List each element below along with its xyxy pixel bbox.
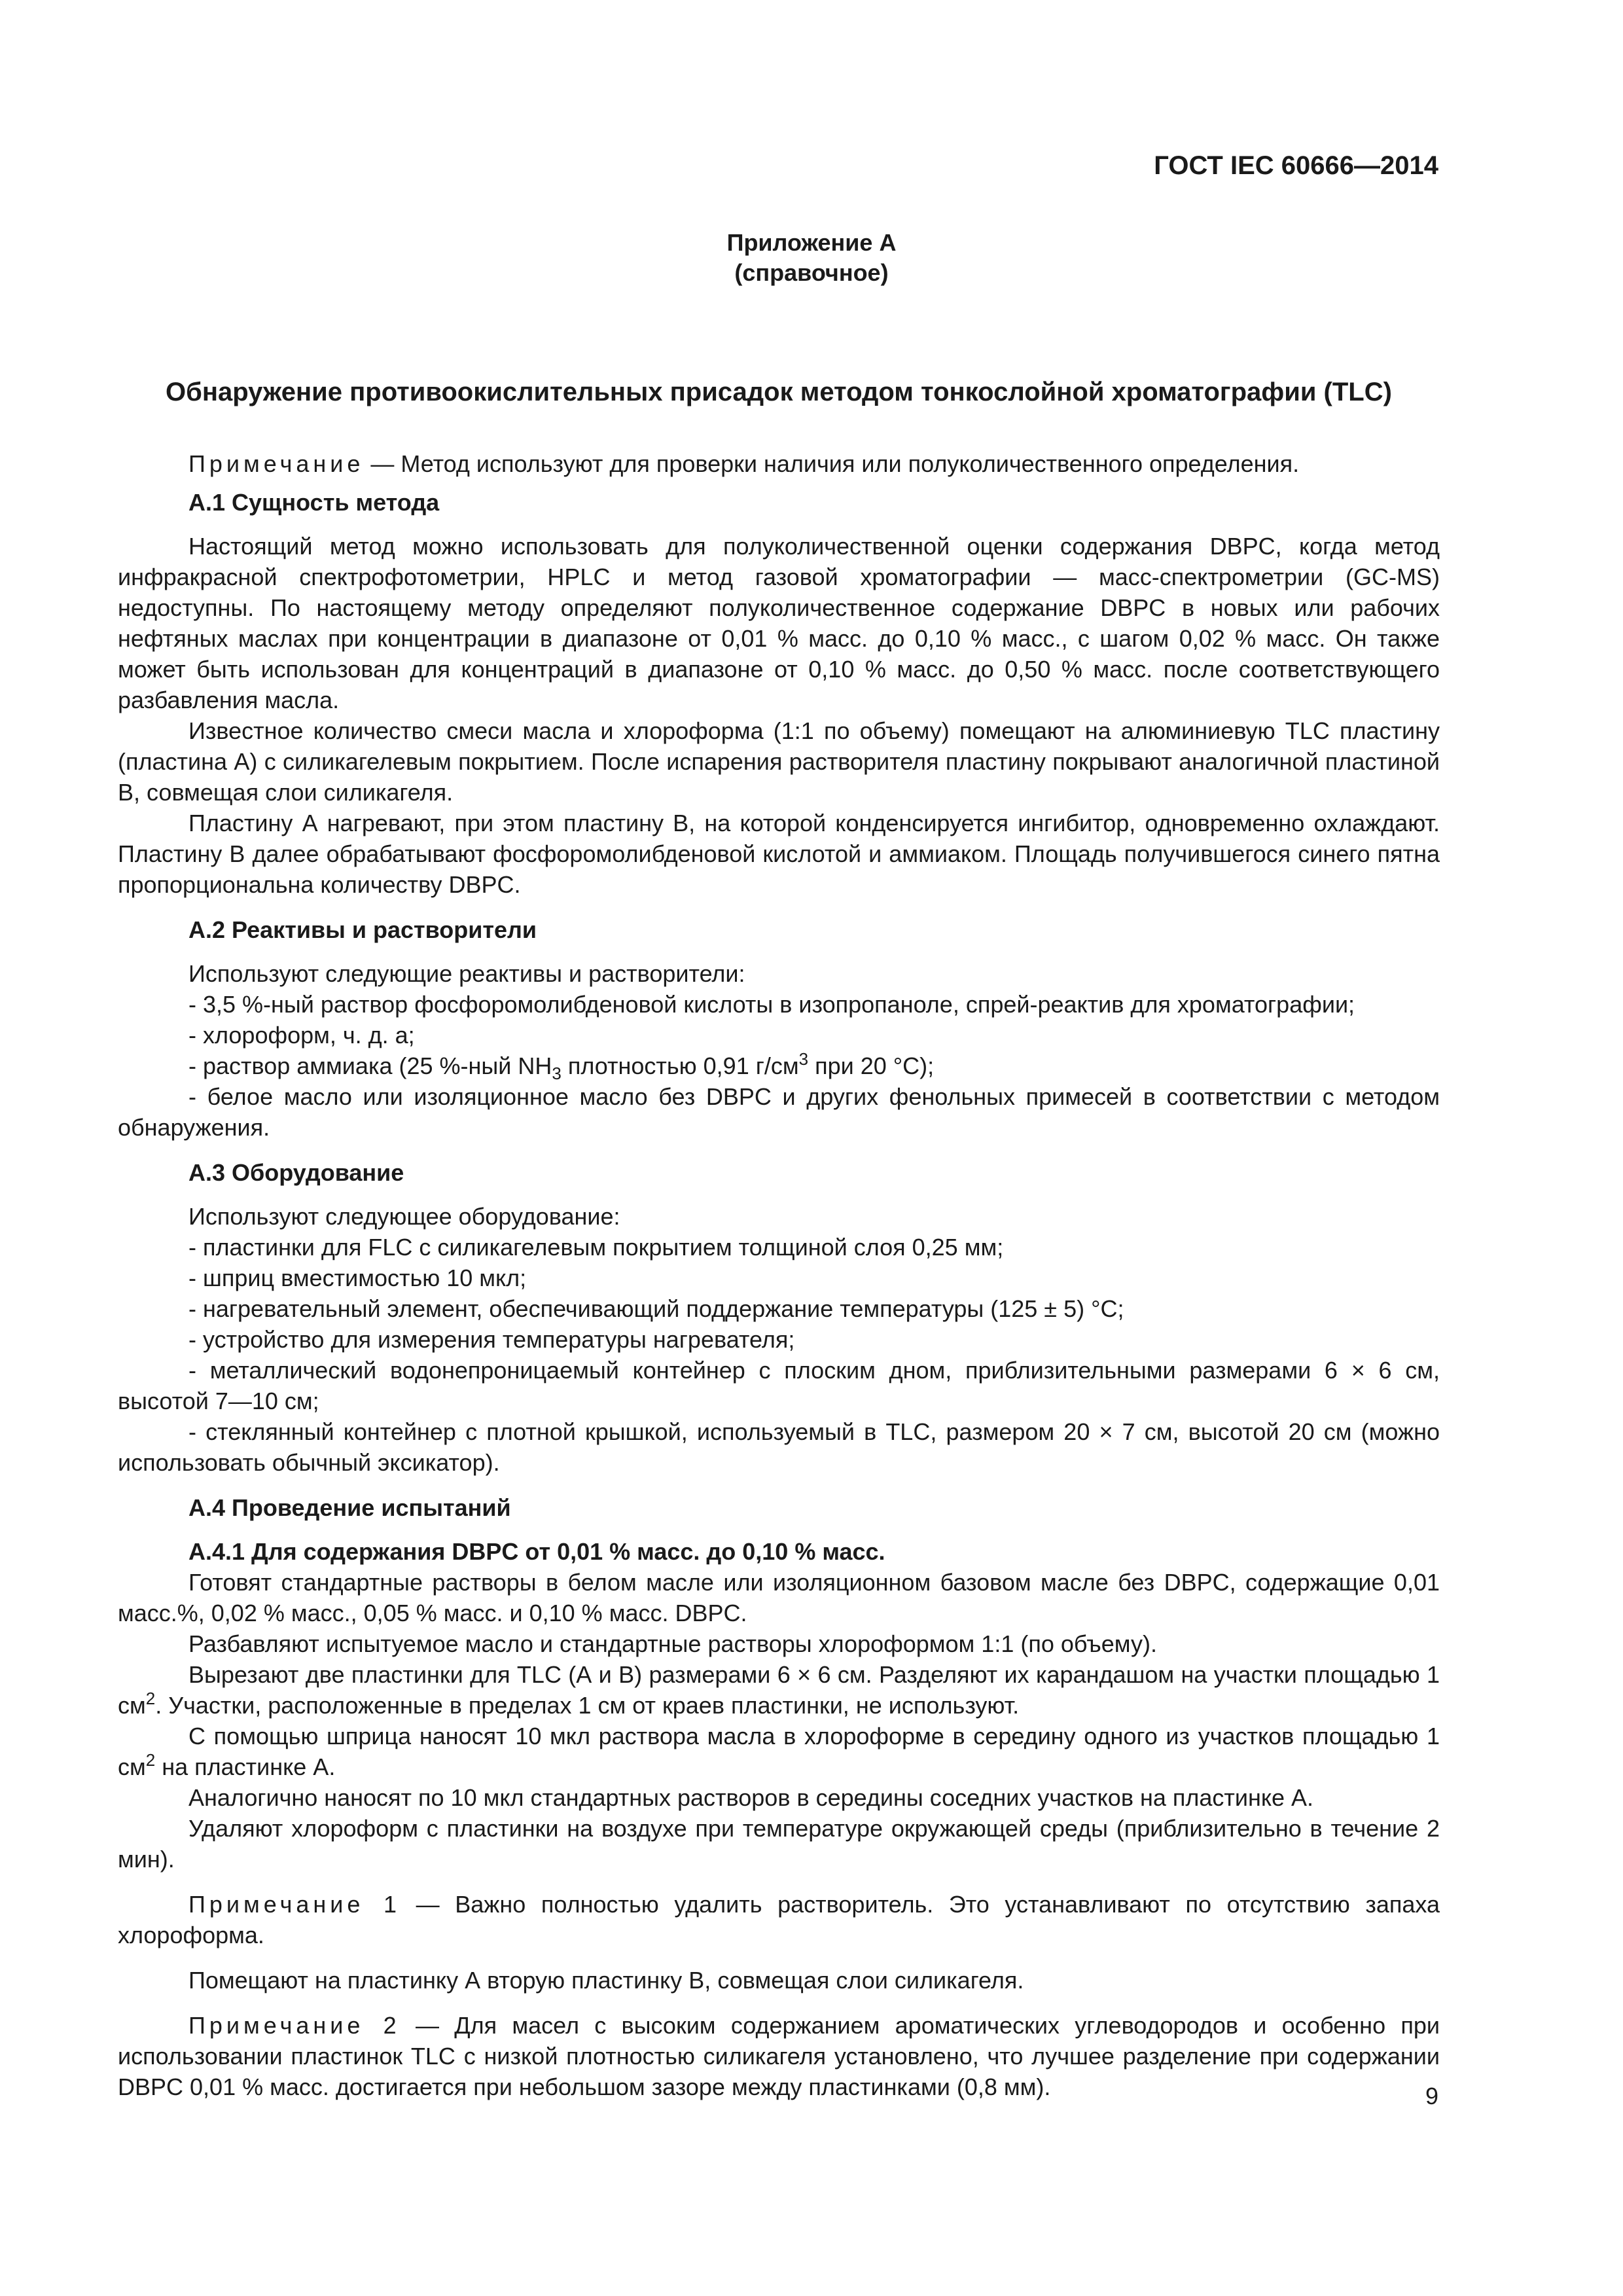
list-item: - шприц вместимостью 10 мкл; <box>188 1265 527 1291</box>
subscript: 3 <box>552 1064 562 1083</box>
appendix-heading <box>0 228 1623 288</box>
paragraph: Удаляют хлороформ с пластинки на воздухе при температуре окружающей среды (приблизительно в течение 2 мин). <box>118 1815 1440 1873</box>
page-number: 9 <box>1425 2083 1438 2109</box>
note-method-purpose <box>118 448 1440 479</box>
note-2 <box>118 2010 1440 2102</box>
list-item-text: - раствор аммиака (25 %-ный NH <box>188 1052 552 1079</box>
paragraph: Помещают на пластинку А вторую пластинку В, совмещая слои силикагеля. <box>188 1967 1024 1994</box>
section-heading-a4: А.4 Проведение испытаний <box>188 1494 511 1521</box>
note-label: Примечание 1 <box>188 1891 401 1918</box>
list-item <box>118 1050 1440 1081</box>
list-item: - белое масло или изоляционное масло без DBPC и других фенольных примесей в соответствии с методом обнаружения. <box>118 1083 1440 1141</box>
paragraph <box>118 1721 1440 1782</box>
section-heading-a1: А.1 Сущность метода <box>188 489 440 516</box>
paragraph-text: Вырезают две пластинки для TLC (А и В) размерами 6 × 6 см. Разделяют их карандашом на участки площадью 1 см <box>118 1661 1440 1719</box>
note-text: — Метод используют для проверки наличия или полуколичественного определения. <box>364 450 1300 477</box>
appendix-type: (справочное) <box>734 259 889 286</box>
paragraph: Используют следующее оборудование: <box>188 1203 620 1230</box>
paragraph: Разбавляют испытуемое масло и стандартные растворы хлороформом 1:1 (по объему). <box>188 1630 1157 1657</box>
list-item-text: при 20 °С); <box>808 1052 935 1079</box>
paragraph: Используют следующие реактивы и растворители: <box>188 960 745 987</box>
paragraph: Аналогично наносят по 10 мкл стандартных растворов в середины соседних участков на пластинке А. <box>188 1784 1314 1811</box>
document-code: ГОСТ IEC 60666—2014 <box>1154 151 1438 180</box>
superscript: 3 <box>798 1049 809 1069</box>
list-item: - устройство для измерения температуры нагревателя; <box>188 1326 795 1353</box>
section-heading-a3: А.3 Оборудование <box>188 1159 404 1186</box>
note-text: — Важно полностью удалить растворитель. Это устанавливают по отсутствию запаха хлороформа. <box>118 1891 1440 1948</box>
appendix-label: Приложение А <box>726 229 897 256</box>
list-item: - 3,5 %-ный раствор фосфоромолибденовой кислоты в изопропаноле, спрей-реактив для хроматографии; <box>188 991 1355 1018</box>
paragraph: Известное количество смеси масла и хлороформа (1:1 по объему) помещают на алюминиевую TLC пластину (пластина А) с силикагелевым покрытием. После испарения растворителя пластину покрывают аналогичной пластиной В, совмещая слои силикагеля. <box>118 717 1440 806</box>
list-item: - металлический водонепроницаемый контейнер с плоским дном, приблизительными размерами 6 × 6 см, высотой 7—10 см; <box>118 1357 1440 1414</box>
document-body <box>118 448 1440 2102</box>
subsection-heading-text: А.4.1 Для содержания DBPC от 0,01 % масс. до 0,10 % масс. <box>188 1538 885 1565</box>
page-title: Обнаружение противоокислительных присадок методом тонкослойной хроматографии (TLC) <box>166 378 1392 406</box>
superscript: 2 <box>145 1689 156 1708</box>
list-item: - нагревательный элемент, обеспечивающий поддержание температуры (125 ± 5) °С; <box>188 1295 1124 1322</box>
paragraph-text: С помощью шприца наносят 10 мкл раствора масла в хлороформе в середину одного из участков площадью 1 см <box>118 1723 1440 1780</box>
note-label: Примечание <box>188 450 365 477</box>
paragraph-text: на пластинке А. <box>155 1753 336 1780</box>
paragraph: Готовят стандартные растворы в белом масле или изоляционном базовом масле без DBPC, содержащие 0,01 масс.%, 0,02 % масс., 0,05 % масс. и 0,10 % масс. DBPC. <box>118 1569 1440 1626</box>
paragraph <box>118 1659 1440 1721</box>
superscript: 2 <box>145 1750 156 1770</box>
paragraph: Настоящий метод можно использовать для полуколичественной оценки содержания DBPC, когда метод инфракрасной спектрофотометрии, HPLC и метод газовой хроматографии — масс-спектрометрии (GC-MS) недоступны. По настоящему методу определяют полуколичественное содержание DBPC в новых или рабочих нефтяных маслах при концентрации в диапазоне от 0,01 % масс. до 0,10 % масс., с шагом 0,02 % масс. Он также может быть использован для концентраций в диапазоне от 0,10 % масс. до 0,50 % масс. после соответствующего разбавления масла. <box>118 533 1440 713</box>
list-item-text: плотностью 0,91 г/см <box>561 1052 799 1079</box>
note-label: Примечание 2 <box>188 2012 401 2039</box>
subsection-heading-a41 <box>118 1536 1440 1567</box>
paragraph-text: . Участки, расположенные в пределах 1 см от краев пластинки, не используют. <box>155 1692 1020 1719</box>
note-text: — Для масел с высоким содержанием ароматических углеводородов и особенно при использовании пластинок TLC с низкой плотностью силикагеля установлено, что лучшее разделение при содержании DBPC 0,01 % масс. достигается при небольшом зазоре между пластинками (0,8 мм). <box>118 2012 1440 2100</box>
list-item: - стеклянный контейнер с плотной крышкой, используемый в TLC, размером 20 × 7 см, высотой 20 см (можно использовать обычный эксикатор). <box>118 1418 1440 1476</box>
paragraph: Пластину А нагревают, при этом пластину В, на которой конденсируется ингибитор, одновременно охлаждают. Пластину В далее обрабатывают фосфоромолибденовой кислотой и аммиаком. Площадь получившегося синего пятна пропорциональна количеству DBPC. <box>118 810 1440 898</box>
section-heading-a2: А.2 Реактивы и растворители <box>188 916 537 943</box>
list-item: - пластинки для FLC с силикагелевым покрытием толщиной слоя 0,25 мм; <box>188 1234 1004 1261</box>
list-item: - хлороформ, ч. д. а; <box>188 1022 415 1049</box>
note-1 <box>118 1889 1440 1950</box>
